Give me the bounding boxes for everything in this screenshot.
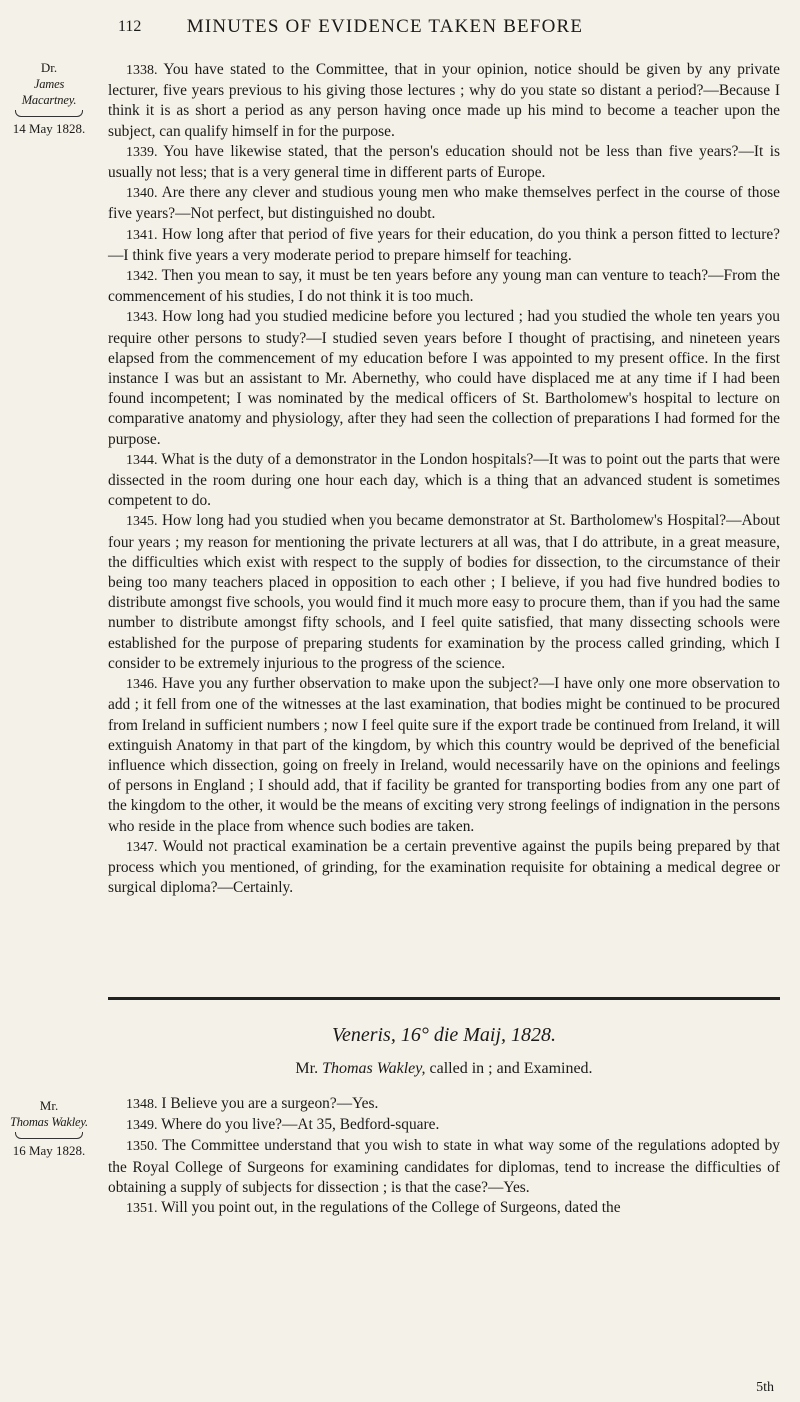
question-paragraph — [108, 266, 780, 307]
question-number: 1351. — [126, 1201, 158, 1217]
question-number: 1342. — [126, 269, 158, 285]
question-text: Are there any clever and studious young men who make themselves perfect in the course of those five years?—Not perfect, but distinguished no doubt. — [108, 184, 780, 223]
brace-icon — [15, 1132, 83, 1139]
question-number: 1347. — [126, 839, 158, 855]
question-text: What is the duty of a demonstrator in the London hospitals?—It was to point out the parts that were dissected in the room during one hour each day, which is a thing that an advanced student is sometimes competent to do. — [108, 450, 780, 510]
witness-line-suffix: called in ; and Examined. — [425, 1060, 593, 1077]
question-paragraph — [108, 1094, 780, 1115]
question-text: How long had you studied when you became demonstrator at St. Bartholomew's Hospital?—About four years ; my reason for mentioning the private lecturers at all was, that I do attribute, in a great measure, the difficulties which exist with respect to the supply of bodies for dissection, to the circumstance of their being too many teachers placed in opposition to each other ; I believe, if you had five hundred bodies to distribute amongst five schools, you would find it much more easy to procure them, than if you had the same number to distribute amongst fifty schools, and I feel quite satisfied, that many dissecting schools were established for the purpose of preparing students for examination by the process called grinding, which I consider to be extremely injurious to the progress of the science. — [108, 512, 780, 672]
question-paragraph — [108, 142, 780, 183]
question-paragraph — [108, 674, 780, 837]
question-number: 1343. — [126, 310, 158, 326]
question-number: 1346. — [126, 677, 158, 693]
brace-icon — [15, 110, 83, 117]
witness-line-prefix: Mr. — [295, 1060, 323, 1077]
question-text: Then you mean to say, it must be ten years before any young man can venture to teach?—From the commencement of his studies, I do not think it is too much. — [108, 267, 780, 306]
question-paragraph — [108, 1198, 780, 1219]
question-paragraph — [108, 1115, 780, 1136]
question-text: How long after that period of five years for their education, do you think a person fitted to lecture?—I think five years a very moderate period to prepare himself for teaching. — [108, 225, 780, 264]
question-text: The Committee understand that you wish to state in what way some of the regulations adopted by the Royal College of Surgeons for examining candidates for diplomas, tend to increase the difficulties of obtaining a supply of subjects for dissection ; is that the case?—Yes. — [108, 1137, 781, 1196]
question-paragraph — [108, 225, 780, 266]
margin-note-title: Mr. — [39, 1098, 59, 1113]
question-number: 1348. — [126, 1097, 158, 1112]
question-number: 1340. — [126, 186, 158, 202]
question-number: 1341. — [126, 227, 158, 243]
question-paragraph — [108, 183, 780, 224]
question-number: 1349. — [126, 1118, 158, 1134]
session-heading: Veneris, 16° die Maij, 1828. — [331, 1024, 557, 1046]
margin-note-title: Dr. — [40, 60, 58, 75]
margin-note-witness-1 — [8, 60, 90, 137]
question-text: Where do you live?—At 35, Bedford-square. — [161, 1116, 440, 1134]
margin-note-name: Thomas Wakley. — [10, 1115, 88, 1129]
question-paragraph — [108, 511, 780, 674]
page-number: 112 — [118, 18, 142, 35]
question-text: You have stated to the Committee, that in your opinion, notice should be given by any private lecturer, five years previous to his giving those lectures ; why do you state so distant a period?—Because I think it is as short a period as any person having once made up his mind to become a teacher upon the subject, can qualify himself in for the purpose. — [108, 61, 781, 140]
question-text: Will you point out, in the regulations of the College of Surgeons, dated the — [161, 1199, 621, 1217]
margin-note-name: James Macartney. — [21, 77, 77, 107]
question-number: 1345. — [126, 514, 158, 530]
question-number: 1350. — [126, 1139, 158, 1155]
testimony-part-2 — [108, 1094, 780, 1219]
question-number: 1344. — [126, 452, 158, 468]
testimony-part-1 — [108, 60, 780, 898]
question-number: 1339. — [126, 144, 158, 160]
margin-note-witness-2 — [8, 1098, 90, 1159]
question-paragraph — [108, 450, 780, 512]
question-paragraph — [108, 837, 780, 899]
question-text: How long had you studied medicine before you lectured ; had you studied the whole ten years you require other persons to study?—I studied seven years before I thought of practising, and nineteen years elapsed from the commencement of my education before I was appointed to my present office. In the first instance I was but an assistant to Mr. Abernethy, who could have displaced me at any time if I had been found incompetent; I was nominated by the medical officers of St. Bartholomew's hospital to lecture on comparative anatomy and physiology, after they had seen the collection of preparations I had formed for the purpose. — [108, 308, 780, 448]
section-divider — [108, 997, 780, 1000]
witness-name: Thomas Wakley, — [322, 1060, 426, 1077]
question-text: I Believe you are a surgeon?—Yes. — [161, 1095, 379, 1112]
margin-note-date: 14 May 1828. — [12, 121, 86, 136]
question-text: Would not practical examination be a certain preventive against the pupils being prepared by that process which you mentioned, of grinding, for the examination requisite for obtaining a medical degree or surgical diploma?—Certainly. — [108, 837, 780, 897]
question-paragraph — [108, 307, 780, 449]
page-header — [0, 16, 800, 40]
running-title: MINUTES OF EVIDENCE TAKEN BEFORE — [186, 16, 584, 37]
question-paragraph — [108, 60, 780, 142]
witness-line — [108, 1060, 780, 1078]
question-text: You have likewise stated, that the person's education should not be less than five years?—It is usually not less; that is a very general time in different parts of Europe. — [108, 142, 780, 182]
margin-note-date: 16 May 1828. — [12, 1143, 86, 1158]
question-number: 1338. — [126, 63, 158, 78]
question-paragraph — [108, 1136, 780, 1198]
question-text: Have you any further observation to make upon the subject?—I have only one more observation to add ; it fell from one of the witnesses at the last examination, that bodies might be continued to be procured from Ireland in sufficient numbers ; now I feel quite sure if the export trade be continued from Ireland, it will extinguish Anatomy in that part of the kingdom, by which this country would be deprived of the beneficial influence which dissection, going on freely in Ireland, would necessarily have on the opinions and feelings of persons in England ; I should add, that if facility be granted for transporting bodies from any one part of the kingdom to the other, it would be the means of exciting very strong feelings of indignation in the persons who reside in the place from whence such bodies are taken. — [108, 675, 780, 835]
catchword: 5th — [756, 1380, 774, 1395]
